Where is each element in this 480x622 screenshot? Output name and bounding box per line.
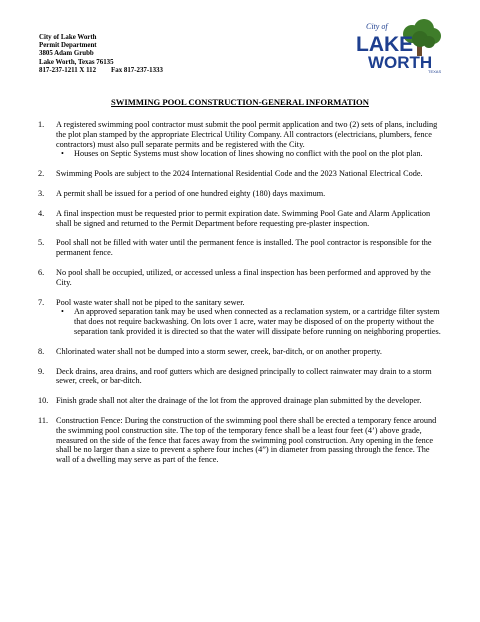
item-number: 1. xyxy=(38,120,45,129)
letterhead-contact xyxy=(39,67,163,75)
list-item xyxy=(38,169,442,179)
bullet-icon: • xyxy=(61,149,64,159)
list-item xyxy=(38,367,442,387)
list-item xyxy=(38,209,442,229)
list-item xyxy=(38,416,442,465)
logo-texas: TEXAS xyxy=(428,69,442,74)
item-number: 9. xyxy=(38,366,45,376)
letterhead-street: 3805 Adam Grubb xyxy=(39,50,94,58)
item-text: A final inspection must be requested prior to permit expiration date. Swimming Pool Gate and Alarm Application shall be signed and returned to the Permit Department before requesting pre-plaster inspection. xyxy=(56,208,431,228)
bullet-icon: • xyxy=(61,307,64,317)
letterhead-fax: Fax 817-237-1333 xyxy=(111,66,163,74)
info-list xyxy=(38,120,442,475)
item-text: Pool waste water shall not be piped to the sanitary sewer. xyxy=(56,297,245,307)
item-number: 4. xyxy=(38,208,45,218)
item-number: 11. xyxy=(38,415,49,425)
list-item xyxy=(38,298,442,337)
item-number: 6. xyxy=(38,267,45,277)
document-title: SWIMMING POOL CONSTRUCTION-GENERAL INFORMATION xyxy=(111,97,369,107)
item-number: 8. xyxy=(38,346,45,356)
bullet-text: An approved separation tank may be used when connected as a reclamation system, or a cartridge filter system that does not require backwashing. On lots over 1 acre, water may be disposed of on the property without the separation tank provided it is directed so that the water will dissipate before running on neighboring properties. xyxy=(74,307,441,336)
sub-bullet xyxy=(56,149,442,159)
letterhead-phone: 817-237-1211 X 112 xyxy=(39,66,97,74)
logo-city-of: City of xyxy=(366,22,388,31)
item-text: A permit shall be issued for a period of one hundred eighty (180) days maximum. xyxy=(56,188,326,198)
logo-lake: LAKE xyxy=(356,33,414,56)
list-item xyxy=(38,347,442,357)
sub-bullet xyxy=(56,307,442,336)
list-item xyxy=(38,120,442,159)
item-text: Pool shall not be filled with water until the permanent fence is installed. The pool contractor is responsible for the permanent fence. xyxy=(56,238,432,258)
bullet-text: Houses on Septic Systems must show location of lines showing no conflict with the pool on the plot plan. xyxy=(74,149,423,159)
letterhead-address xyxy=(39,34,163,75)
letterhead-city: City of Lake Worth xyxy=(39,34,97,41)
item-number: 10. xyxy=(38,396,49,406)
logo-worth: WORTH xyxy=(368,53,433,72)
item-number: 5. xyxy=(38,238,45,248)
letterhead-department: Permit Department xyxy=(39,42,97,50)
item-number: 7. xyxy=(38,297,45,307)
item-text: Swimming Pools are subject to the 2024 International Residential Code and the 2023 National Electrical Code. xyxy=(56,169,423,179)
item-text: A registered swimming pool contractor must submit the pool permit application and two (2) sets of plans, including the plot plan stamped by the appropriate Electrical Utility Company. All contractors (electricians, plumbers, fence contractors) must also pull separate permits and be registered with the City. xyxy=(56,120,438,149)
item-number: 2. xyxy=(38,169,45,179)
item-text: Chlorinated water shall not be dumped into a storm sewer, creek, bar-ditch, or on another property. xyxy=(56,346,382,356)
letterhead-city-state-zip: Lake Worth, Texas 76135 xyxy=(39,58,114,66)
item-number: 3. xyxy=(38,188,45,198)
list-item xyxy=(38,238,442,258)
list-item xyxy=(38,268,442,288)
city-logo xyxy=(352,18,444,76)
list-item xyxy=(38,189,442,199)
item-text: No pool shall be occupied, utilized, or accessed unless a final inspection has been performed and approved by the City. xyxy=(56,267,431,287)
list-item xyxy=(38,396,442,406)
item-text: Construction Fence: During the construction of the swimming pool there shall be erected a temporary fence around the swimming pool construction site. The top of the temporary fence shall be a least four feet (4’) above grade, measured on the side of the fence that faces away from the swimming pool construction. Any opening in the fence shall be no larger than a size to prevent a sphere four inches (4”) in diameter from passing through the fence. The wall of a dwelling may serve as part of the fence. xyxy=(56,415,437,465)
item-text: Finish grade shall not alter the drainage of the lot from the approved drainage plan submitted by the developer. xyxy=(56,396,422,406)
item-text: Deck drains, area drains, and roof gutters which are designed principally to collect rainwater may drain to a storm sewer, creek, or bar-ditch. xyxy=(56,366,432,386)
